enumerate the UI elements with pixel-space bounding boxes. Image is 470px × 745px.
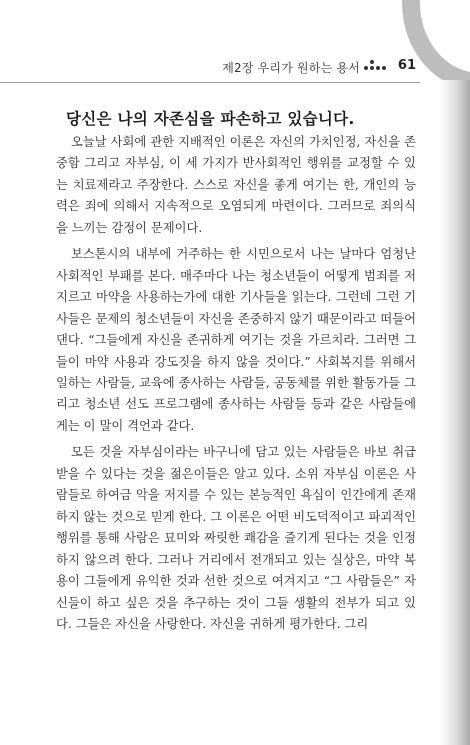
page-edge-shading [440,80,470,745]
page-number: 61 [397,58,416,73]
body-text [56,132,416,635]
paragraph: 모든 것을 자부심이라는 바구니에 담고 있는 사람들은 바보 취급 받을 수 있다는 것을 젊은이들은 알고 있다. 소위 자부심 이론은 사람들로 하여금 악을 저지를 수 있는 본능적인 욕심이 인간에게 존재하지 않는 것으로 믿게 한다. 그 이론은 어떤 비도덕적이고 파괴적인 행위를 통해 사람은 묘미와 짜릿한 쾌감을 즐기게 된다는 것을 인정하지 않으려 한다. 그러나 거리에서 전개되고 있는 실상은, 마약 복용이 그들에게 유익한 것과 선한 것으로 여겨지고 “그 사람들은” 자신들이 하고 싶은 것을 추구하는 것이 그들 생활의 전부가 되고 있다. 그들은 자신을 사랑한다. 자신을 귀하게 평가한다. 그리 [56,445,416,631]
paragraph: 보스톤시의 내부에 거주하는 한 시민으로서 나는 날마다 엄청난 사회적인 부패를 본다. 매주마다 나는 청소년들이 어떻게 범죄를 저지르고 마약을 사용하는가에 대한 기사들을 읽는다. 그런데 그런 기사들은 문제의 청소년들이 자신을 존중하지 않기 때문이라고 떠들어 댄다. “그들에게 자신을 존귀하게 여기는 것을 가르치라. 그러면 그들이 마약 사용과 강도짓을 하지 않을 것이다.” 사회복지를 위해서 일하는 사람들, 교육에 종사하는 사람들, 공동체를 위한 활동가들 그리고 청소년 선도 프로그램에 종사하는 사람들 등과 같은 사람들에게는 이 말이 격언과 같다. [56,247,416,433]
running-header [0,58,418,78]
paragraph: 오늘날 사회에 관한 지배적인 이론은 자신의 가치인정, 자신을 존중함 그리고 자부심, 이 세 가지가 반사회적인 행위를 교정할 수 있는 치료제라고 주장한다. 스스로 자신을 좋게 여기는 한, 개인의 능력은 죄에 의해서 지속적으로 오염되게 마련이다. 그러므로 죄의식을 느끼는 감정이 문제이다. [56,135,416,235]
section-heading: 당신은 나의 자존심을 파손하고 있습니다. [66,110,355,128]
header-rule [0,82,420,83]
chapter-title: 제2장 우리가 원하는 용서 [222,61,360,75]
dots-ornament-icon [364,60,386,74]
